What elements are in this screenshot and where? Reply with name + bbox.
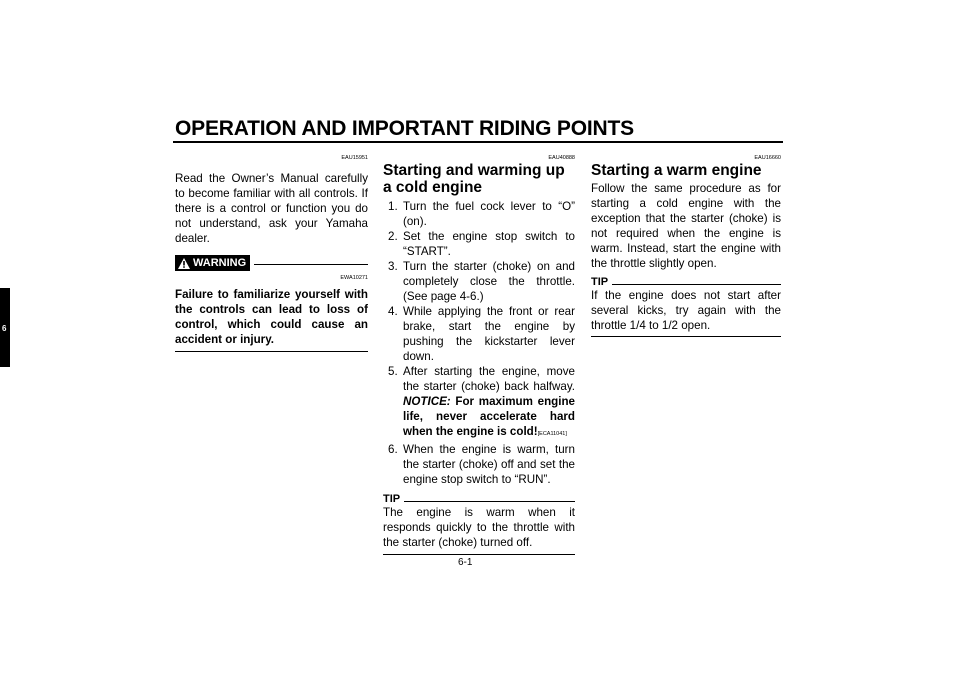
page-number: 6-1	[458, 557, 473, 568]
section-heading: Starting a warm engine	[591, 162, 762, 179]
column-2	[383, 155, 575, 555]
notice-text: For maximum engine life, never accelerate hard when the engine is cold!	[403, 395, 575, 438]
warning-label: WARNING	[193, 257, 247, 269]
tip-header	[591, 276, 781, 288]
warm-engine-paragraph: Follow the same procedure as for starting a cold engine with the exception that the starter (choke) is not required when the engine is warm. Instead, start the engine with the throttle slightly open.	[591, 182, 781, 270]
warning-end-rule	[175, 351, 368, 352]
warning-header	[175, 255, 368, 271]
section-heading: Starting and warming up a cold engine	[383, 162, 565, 196]
list-item: 2. Set the engine stop switch to “START”.	[388, 230, 575, 258]
steps-list	[383, 199, 575, 487]
column-3	[591, 155, 781, 337]
chapter-tab	[0, 288, 10, 367]
tip-label: TIP	[383, 493, 401, 505]
warning-text: Failure to familiarize yourself with the controls can lead to loss of control, which could cause an accident or injury.	[175, 288, 368, 346]
column-1	[175, 155, 368, 352]
tip-header	[383, 493, 575, 505]
warning-code: EWA10271	[340, 275, 368, 281]
page-title: OPERATION AND IMPORTANT RIDING POINTS	[175, 117, 634, 140]
warning-badge	[175, 255, 250, 271]
list-item: 1. Turn the fuel cock lever to “O” (on).	[388, 200, 575, 228]
section-code: EAU15951	[341, 155, 368, 161]
tip-text: The engine is warm when it responds quickly to the throttle with the starter (choke) turned off.	[383, 506, 575, 549]
list-item: 3. Turn the starter (choke) on and completely close the throttle. (See page 4-6.)	[388, 260, 575, 303]
tip-text: If the engine does not start after several kicks, try again with the throttle 1/4 to 1/2 open.	[591, 289, 781, 332]
section-code: EAU16660	[754, 155, 781, 161]
tip-rule	[612, 284, 781, 285]
tip-end-rule	[591, 336, 781, 337]
warning-rule	[254, 264, 368, 265]
notice-label: NOTICE:	[403, 395, 451, 408]
tip-end-rule	[383, 554, 575, 555]
section-code: EAU40888	[548, 155, 575, 161]
list-item: 5. After starting the engine, move the starter (choke) back halfway. NOTICE: For maximum engine life, never accelerate hard when the engine is cold![ECA11041]	[388, 365, 575, 438]
list-item: 4. While applying the front or rear brake, start the engine by pushing the kickstarter lever down.	[388, 305, 575, 363]
warning-triangle-icon	[178, 258, 190, 269]
list-item: 6. When the engine is warm, turn the starter (choke) off and set the engine stop switch to “RUN”.	[388, 443, 575, 486]
tip-label: TIP	[591, 276, 609, 288]
title-underline	[173, 141, 783, 143]
intro-paragraph: Read the Owner’s Manual carefully to become familiar with all controls. If there is a control or function you do not understand, ask your Yamaha dealer.	[175, 172, 368, 245]
chapter-number: 6	[2, 324, 7, 333]
notice-code: [ECA11041]	[537, 431, 567, 437]
tip-rule	[404, 501, 575, 502]
